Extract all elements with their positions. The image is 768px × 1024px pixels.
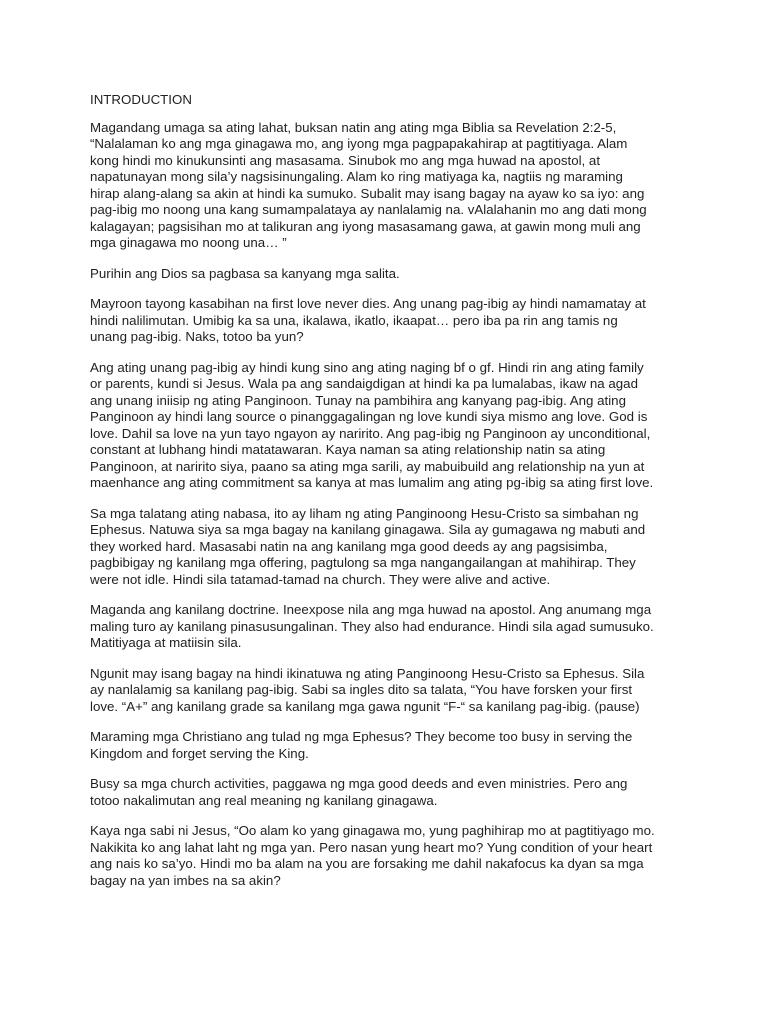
text-line: constant at lubhang hindi matatawaran. Kaya naman sa ating relationship natin sa ating xyxy=(90,442,606,457)
paragraph xyxy=(90,120,690,252)
paragraph xyxy=(90,602,690,652)
text-line: hirap alang-alang sa akin at hindi ka sumuko. Subalit may isang bagay na ayaw ko sa iyo: ang xyxy=(90,185,645,201)
text-line: Kingdom and forget serving the King. xyxy=(90,745,309,761)
text-line: pagbibigay ng kanilang mga offering, pagtulong sa mga nangangailangan at mahihirap. They xyxy=(90,555,636,570)
text-line: Purihin ang Dios sa pagbasa sa kanyang mga salita. xyxy=(90,265,400,281)
text-line: napatunayan mong sila’y nagsisinungaling. Alam ko ring matiyaga ka, nagtiis ng maraming xyxy=(90,169,623,184)
text-line: Panginoon, at naririto siya, paano sa ating mga sarili, ay mabuibuild ang relationship na yun at xyxy=(90,458,645,474)
paragraph xyxy=(90,823,690,889)
paragraph xyxy=(90,296,690,346)
text-line: love. “A+” ang kanilang grade sa kanilang mga gawa ngunit “F-“ sa kanilang pag-ibig. (pause) xyxy=(90,698,640,714)
text-line: were not idle. Hindi sila tatamad-tamad na church. They were alive and active. xyxy=(90,571,551,587)
text-line: maenhance ang ating commitment sa kanya at mas lumalim ang ating pg-ibig sa ating first love. xyxy=(90,475,654,490)
text-line: love. Dahil sa love na yun tayo ngayon ay naririto. Ang pag-ibig ng Panginoon ay unconditional, xyxy=(90,425,651,441)
paragraph xyxy=(90,266,690,283)
document-page xyxy=(90,92,690,903)
text-line: Maraming mga Christiano ang tulad ng mga Ephesus? They become too busy in serving the xyxy=(90,729,633,744)
text-line: Magandang umaga sa ating lahat, buksan natin ang ating mga Biblia sa Revelation 2:2-5, xyxy=(90,119,617,135)
text-line: they worked hard. Masasabi natin na ang kanilang mga good deeds ay ang pagsisimba, xyxy=(90,538,608,554)
document-body xyxy=(90,120,690,890)
text-line: ang unang iniisip ng ating Panginoon. Tunay na pambihira ang kanyang pag-ibig. Ang ating xyxy=(90,392,626,408)
text-line: totoo nakalimutan ang real meaning ng kanilang ginagawa. xyxy=(90,792,438,808)
paragraph xyxy=(90,506,690,589)
text-line: Maganda ang kanilang doctrine. Ineexpose nila ang mga huwad na apostol. Ang anumang mga xyxy=(90,602,652,617)
paragraph xyxy=(90,360,690,492)
text-line: Ang ating unang pag-ibig ay hindi kung sino ang ating naging bf o gf. Hindi rin ang ating family xyxy=(90,359,644,375)
text-line: unang pag-ibig. Naks, totoo ba yun? xyxy=(90,329,304,344)
text-line: kong hindi mo kinukunsinti ang masasama. Sinubok mo ang mga huwad na apostol, at xyxy=(90,152,601,168)
document-heading: INTRODUCTION xyxy=(90,92,192,107)
text-line: maling turo ay kanilang pinasusungalinan. They also had endurance. Hindi sila agad sumusuko. xyxy=(90,618,654,634)
paragraph xyxy=(90,776,690,809)
text-line: ang nais ko sa’yo. Hindi mo ba alam na you are forsaking me dahil nakafocus ka dyan sa mga xyxy=(90,856,644,871)
text-line: mga ginagawa mo noong una… ” xyxy=(90,235,287,250)
paragraph xyxy=(90,729,690,762)
text-line: Ephesus. Natuwa siya sa mga bagay na kanilang ginagawa. Sila ay gumagawa ng mabuti and xyxy=(90,522,646,537)
text-line: “Nalalaman ko ang mga ginagawa mo, ang iyong mga pagpapakahirap at pagtitiyaga. Alam xyxy=(90,136,628,151)
text-line: Matitiyaga at matiisin sila. xyxy=(90,635,242,650)
text-line: Panginoon ay hindi lang source o pinanggagalingan ng love kundi siya mismo ang love. God is xyxy=(90,409,648,424)
text-line: bagay na yan imbes na sa akin? xyxy=(90,872,281,888)
text-line: Sa mga talatang ating nabasa, ito ay liham ng ating Panginoong Hesu-Cristo sa simbahan ng xyxy=(90,505,639,521)
text-line: pag-ibig mo noong una kang sumampalataya ay nanlalamig na. vAlalahanin mo ang dati mong xyxy=(90,202,647,217)
text-line: kalagayan; pagsisihan mo at talikuran ang iyong masasamang gawa, at gawin mong muli ang xyxy=(90,218,641,234)
text-line: Ngunit may isang bagay na hindi ikinatuwa ng ating Panginoong Hesu-Cristo sa Ephesus. Sila xyxy=(90,665,645,681)
text-line: ay nanlalamig sa kanilang pag-ibig. Sabi sa ingles dito sa talata, “You have forsken your first xyxy=(90,682,633,697)
text-line: Kaya nga sabi ni Jesus, “Oo alam ko yang ginagawa mo, yung paghihirap mo at pagtitiyago mo. xyxy=(90,823,655,838)
text-line: or parents, kundi si Jesus. Wala pa ang sandaigdigan at hindi ka pa lumalabas, ikaw na agad xyxy=(90,376,638,391)
paragraph xyxy=(90,666,690,716)
text-line: Mayroon tayong kasabihan na first love never dies. Ang unang pag-ibig ay hindi namamatay at xyxy=(90,296,646,311)
text-line: hindi nalilimutan. Umibig ka sa una, ikalawa, ikatlo, ikaapat… pero iba pa rin ang tamis ng xyxy=(90,312,618,328)
text-line: Busy sa mga church activities, paggawa ng mga good deeds and even ministries. Pero ang xyxy=(90,776,628,791)
text-line: Nakikita ko ang lahat laht ng mga yan. Pero nasan yung heart mo? Yung condition of your heart xyxy=(90,839,653,855)
